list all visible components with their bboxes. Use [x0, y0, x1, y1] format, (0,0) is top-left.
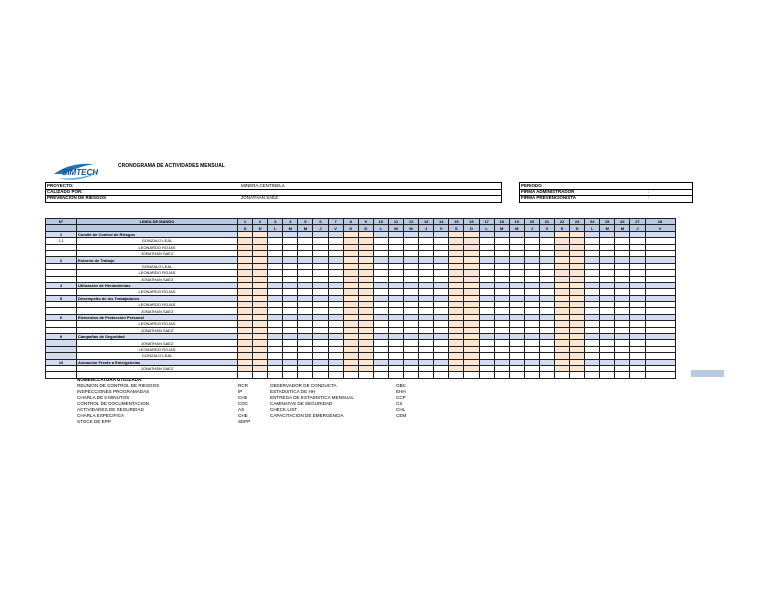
day-number-cell: 9: [358, 219, 373, 225]
day-number-cell: 4: [283, 219, 298, 225]
day-number-cell: 10: [373, 219, 388, 225]
section-label: Campañas de Seguridad: [77, 334, 238, 340]
weekday-cell: S: [449, 225, 464, 231]
weekday-cell: J: [419, 225, 434, 231]
day-cell: [404, 372, 419, 378]
day-cell: [238, 372, 253, 378]
weekday-cell: M: [283, 225, 298, 231]
info-row-prevention: [46, 195, 501, 201]
row-number: 4: [46, 282, 77, 288]
row-number: 10: [46, 359, 77, 365]
legend-activity-name: CONTROL DE DOCUMENTACION: [77, 401, 149, 406]
legend-activity-name: STOCK DE EPP: [77, 419, 111, 424]
day-cell: [464, 372, 479, 378]
legend-activity-name: CAPACITACION DE EMERGENCIA: [270, 413, 344, 418]
row-number: 9: [46, 334, 77, 340]
day-number-cell: 11: [388, 219, 403, 225]
day-cell: [570, 372, 585, 378]
day-cell: [600, 372, 615, 378]
weekday-cell: L: [268, 225, 283, 231]
section-label: Elementos de Protección Personal: [77, 314, 238, 320]
info-value: :: [648, 189, 650, 194]
legend-code: CCP: [396, 395, 406, 400]
legend-activity-name: ESTADISTICA DE HH: [270, 389, 316, 394]
day-cell: [645, 372, 675, 378]
day-number-cell: 6: [313, 219, 328, 225]
day-number-cell: 20: [524, 219, 539, 225]
legend-code: OBC: [396, 383, 406, 388]
day-cell: [479, 372, 494, 378]
section-label: Desempeño de los Trabajadores: [77, 295, 238, 301]
person-label: LEONARDO ROJAS: [77, 302, 238, 308]
day-number-cell: 21: [539, 219, 554, 225]
weekday-cell: V: [539, 225, 554, 231]
day-cell: [388, 372, 403, 378]
legend-code: CHL: [396, 407, 406, 412]
day-cell: [253, 372, 268, 378]
nomenclature-legend: [77, 377, 407, 425]
period-info-box: [519, 182, 693, 203]
weekday-cell: L: [585, 225, 600, 231]
weekday-cell: L: [373, 225, 388, 231]
person-label: JONATHAN SAEZ: [77, 308, 238, 314]
weekday-cell: M: [615, 225, 630, 231]
day-number-cell: 27: [630, 219, 645, 225]
weekday-cell: V: [434, 225, 449, 231]
day-cell: [313, 372, 328, 378]
weekday-cell: M: [509, 225, 524, 231]
day-number-cell: 13: [419, 219, 434, 225]
legend-code: CEM: [396, 413, 407, 418]
weekday-cell: S: [238, 225, 253, 231]
row-number: 1: [46, 231, 77, 237]
weekday-cell: J: [630, 225, 645, 231]
legend-activity-name: ENTREGA DE ESTADISTICA MENSUAL: [270, 395, 354, 400]
weekday-cell: L: [479, 225, 494, 231]
weekday-cell: S: [343, 225, 358, 231]
row-number: 5: [46, 295, 77, 301]
day-cell: [298, 372, 313, 378]
day-number-cell: 2: [253, 219, 268, 225]
person-label: LEONARDO ROJAS: [77, 289, 238, 295]
weekday-cell: V: [328, 225, 343, 231]
person-label: LEONARDO ROJAS: [77, 346, 238, 352]
weekday-cell: D: [358, 225, 373, 231]
row-number: 1,1: [46, 238, 77, 244]
weekday-cell: M: [494, 225, 509, 231]
weekday-cell: M: [388, 225, 403, 231]
weekday-cell: M: [404, 225, 419, 231]
legend-code: CDC: [238, 401, 248, 406]
legend-code: SEPP: [238, 419, 251, 424]
company-logo: [50, 160, 116, 184]
day-number-cell: 5: [298, 219, 313, 225]
col-header-n: N°: [46, 219, 77, 225]
info-value: :: [648, 195, 650, 200]
day-number-cell: 19: [509, 219, 524, 225]
day-cell: [554, 372, 569, 378]
info-key: PREVENCION DE RIESGOS: [47, 195, 107, 200]
info-key: PROYECTO:: [47, 183, 74, 188]
day-cell: [494, 372, 509, 378]
person-label: JONATHAN SAEZ: [77, 327, 238, 333]
day-cell: [434, 372, 449, 378]
legend-activity-name: CHARLA DE 5 MINUTOS: [77, 395, 130, 400]
legend-code: AS: [238, 407, 245, 412]
day-cell: [328, 372, 343, 378]
person-label: JONATHAN SAEZ: [77, 250, 238, 256]
day-cell: [419, 372, 434, 378]
day-number-cell: 16: [464, 219, 479, 225]
info-key: FIRMA ADMINISTRADOR: [521, 189, 575, 194]
section-label: Comité de Control de Riesgos: [77, 231, 238, 237]
logo-text: SIMTECH: [62, 168, 98, 177]
person-label: GONZALO LEAL: [77, 263, 238, 269]
info-value: MINERA CENTINELA: [241, 183, 285, 188]
weekday-cell: D: [253, 225, 268, 231]
info-key: FIRMA PREVENCIONISTA: [521, 195, 577, 200]
info-key: PERIODO: [521, 183, 542, 188]
info-row-prevention-signature: [520, 195, 692, 201]
weekday-cell: D: [464, 225, 479, 231]
legend-activity-name: ACTIVIDADES DE SEGURIDAD: [77, 407, 144, 412]
day-number-cell: 25: [600, 219, 615, 225]
row-number: 2: [46, 257, 77, 263]
day-number-cell: 28: [645, 219, 675, 225]
day-cell: [524, 372, 539, 378]
day-cell: [268, 372, 283, 378]
day-cell: [373, 372, 388, 378]
day-number-cell: 24: [585, 219, 600, 225]
schedule-table: [45, 218, 676, 379]
weekday-cell: M: [298, 225, 313, 231]
person-label: LEONARDO ROJAS: [77, 321, 238, 327]
person-label: LEONARDO ROJAS: [77, 270, 238, 276]
person-label: JONATHAN SAEZ: [77, 340, 238, 346]
day-cell: [630, 372, 645, 378]
day-number-cell: 22: [554, 219, 569, 225]
row-number: [46, 372, 77, 378]
legend-row: [77, 419, 251, 425]
day-cell: [449, 372, 464, 378]
legend-title: NOMENCLATURA UTILIZADA:: [77, 377, 143, 382]
person-label: GONZALO LEAL: [77, 353, 238, 359]
day-number-cell: 3: [268, 219, 283, 225]
section-label: Entorno de Trabajo: [77, 257, 238, 263]
legend-code: CH5: [238, 395, 248, 400]
document-title: CRONOGRAMA DE ACTIVIDADES MENSUAL: [118, 163, 225, 169]
person-label: JONATHAN SAEZ: [77, 276, 238, 282]
day-cell: [509, 372, 524, 378]
day-number-cell: 17: [479, 219, 494, 225]
legend-code: CS: [396, 401, 403, 406]
day-number-cell: 8: [343, 219, 358, 225]
legend-code: IP: [238, 389, 243, 394]
day-number-cell: 23: [570, 219, 585, 225]
day-cell: [343, 372, 358, 378]
weekday-cell: M: [600, 225, 615, 231]
weekday-cell: J: [313, 225, 328, 231]
legend-code: CHE: [238, 413, 248, 418]
day-cell: [358, 372, 373, 378]
day-cell: [539, 372, 554, 378]
weekday-cell: S: [554, 225, 569, 231]
section-label: Actuación Frente a Emergencias: [77, 359, 238, 365]
day-number-cell: 15: [449, 219, 464, 225]
person-label: GONZALO LEAL: [77, 238, 238, 244]
day-number-cell: 7: [328, 219, 343, 225]
weekday-cell: J: [524, 225, 539, 231]
day-cell: [615, 372, 630, 378]
day-cell: [585, 372, 600, 378]
legend-activity-name: INSPECCIONES PROGRAMADAS: [77, 389, 150, 394]
col-header-activity: LINEA DE MANDO: [77, 219, 238, 225]
legend-code: RCR: [238, 383, 248, 388]
day-number-cell: 1: [238, 219, 253, 225]
weekday-cell: V: [645, 225, 675, 231]
person-label: JONATHAN SAEZ: [77, 365, 238, 371]
legend-activity-name: OBSERVADOR DE CONDUCTA: [270, 383, 337, 388]
info-key: CALIZADO POR:: [47, 189, 83, 194]
day-number-cell: 18: [494, 219, 509, 225]
legend-activity-name: REUNION DE CONTROL DE RIESGOS: [77, 383, 160, 388]
day-number-cell: 14: [434, 219, 449, 225]
weekday-cell: D: [570, 225, 585, 231]
section-label: Utilización de Herramientas: [77, 282, 238, 288]
info-value: JONATHAN SAEZ: [241, 195, 278, 200]
legend-activity-name: CAMINATAS DE SEGURIDAD: [270, 401, 333, 406]
day-number-cell: 12: [404, 219, 419, 225]
row-number: 6: [46, 314, 77, 320]
day-cell: [283, 372, 298, 378]
legend-code: EHH: [396, 389, 406, 394]
side-block: [691, 370, 724, 377]
day-number-cell: 26: [615, 219, 630, 225]
legend-activity-name: CHECK LIST: [270, 407, 298, 412]
project-info-box: [45, 182, 502, 203]
person-label: LEONARDO ROJAS: [77, 244, 238, 250]
legend-activity-name: CHARLA ESPECIFICA: [77, 413, 124, 418]
